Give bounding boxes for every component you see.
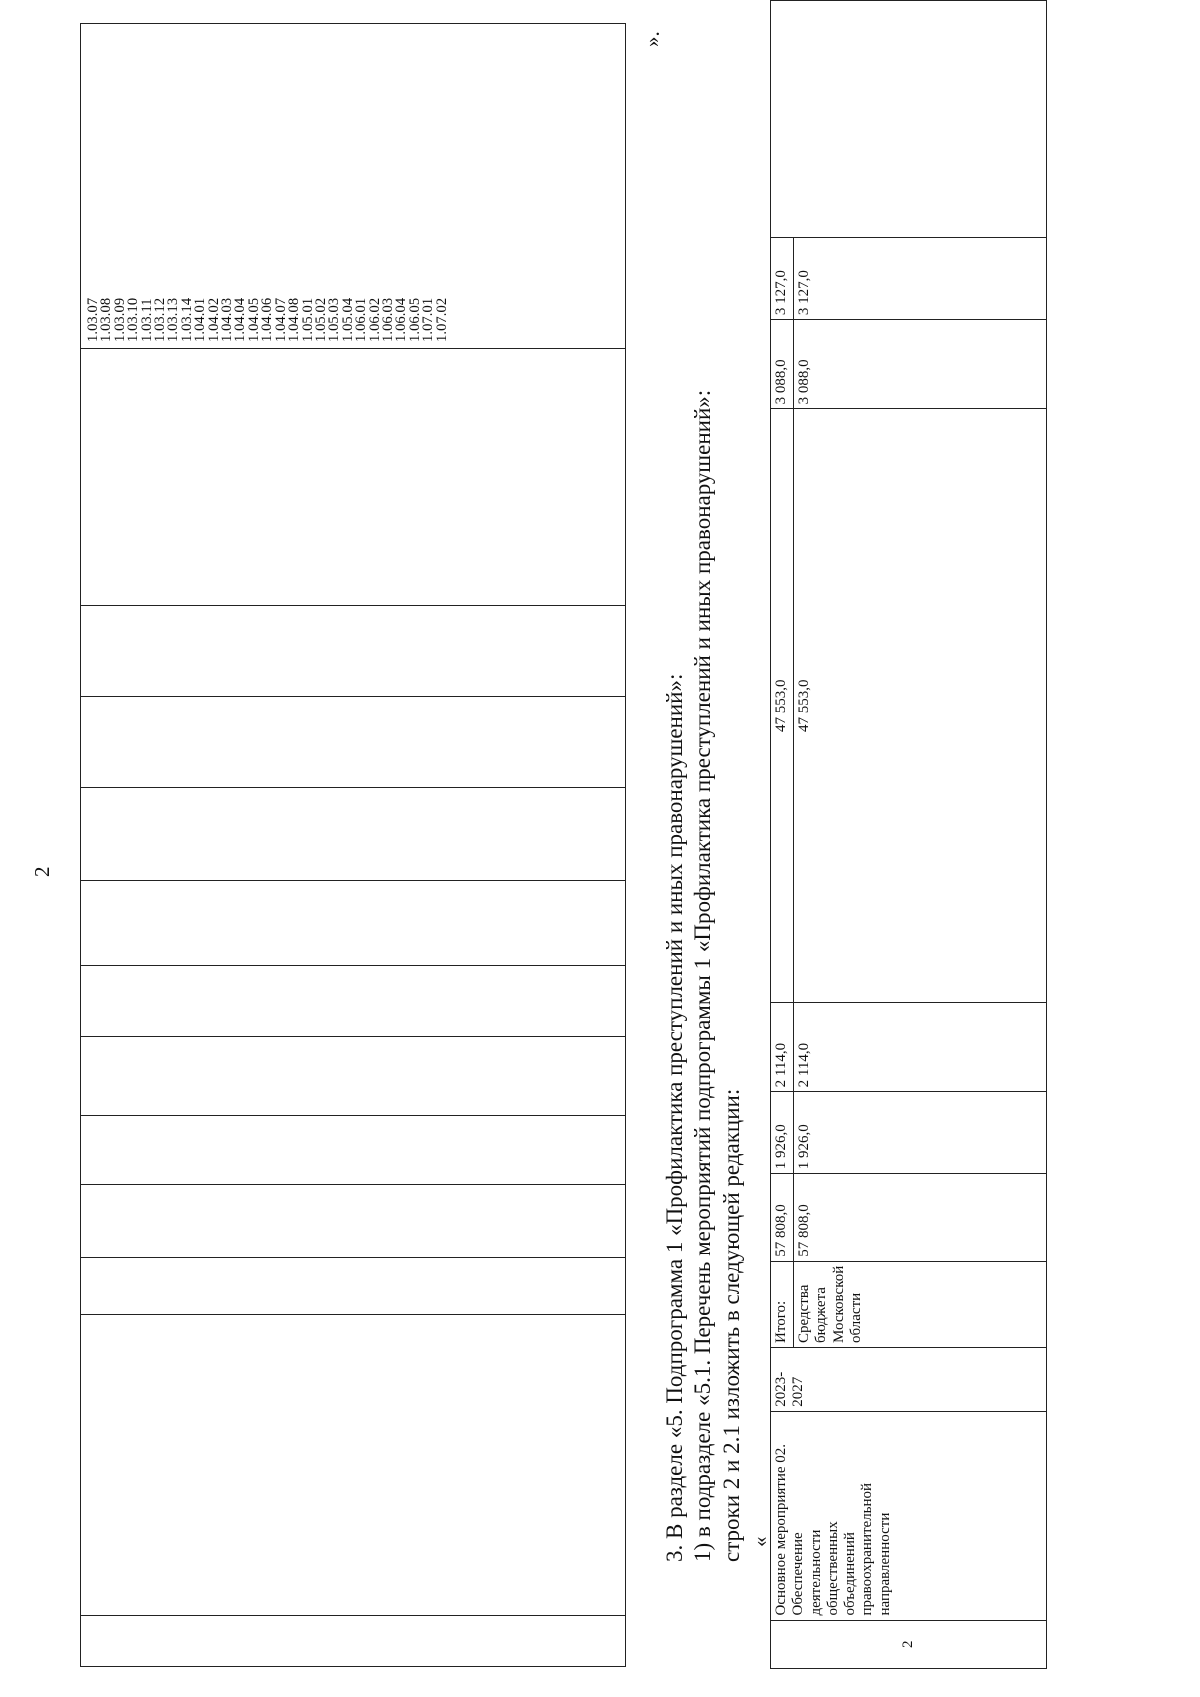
code-item: 1.03.11 <box>138 298 155 342</box>
year-value: 3 088,0 <box>771 320 794 409</box>
table-cell <box>81 697 626 788</box>
upper-table <box>80 23 626 1667</box>
code-item: 1.03.10 <box>125 297 142 342</box>
year-value: 47 553,0 <box>794 409 1047 1003</box>
table-cell <box>81 1037 626 1116</box>
codes-cell <box>81 24 626 349</box>
code-item: 1.04.05 <box>245 297 262 342</box>
table-cell <box>81 606 626 697</box>
total-value: 57 808,0 <box>771 1174 794 1261</box>
code-item: 1.03.08 <box>98 297 115 342</box>
event-title: Основное мероприятие 02. <box>773 1443 789 1616</box>
empty-cell <box>771 1 1047 238</box>
closing-quote: ». <box>640 31 664 47</box>
table-cell <box>81 349 626 606</box>
year-value: 3 088,0 <box>794 320 1047 409</box>
code-item: 1.03.14 <box>178 297 195 342</box>
table-row <box>81 24 626 1667</box>
code-item: 1.03.12 <box>152 297 169 342</box>
code-item: 1.04.03 <box>219 297 236 342</box>
events-table <box>770 0 1047 1669</box>
year-value: 3 127,0 <box>794 238 1047 320</box>
code-item: 1.05.03 <box>326 297 343 342</box>
event-cell <box>771 1411 1047 1620</box>
source-budget: Средства бюджета Московской области <box>794 1261 1047 1347</box>
total-value: 57 808,0 <box>794 1174 1047 1261</box>
table-cell <box>81 1185 626 1258</box>
table-cell <box>81 788 626 881</box>
year-value: 3 127,0 <box>771 238 794 320</box>
code-item: 1.04.07 <box>272 297 289 342</box>
table-row <box>771 1 794 1669</box>
code-item: 1.07.02 <box>433 297 450 342</box>
paragraph-3: строки 2 и 2.1 изложить в следующей редакции: <box>719 1088 744 1562</box>
code-item: 1.04.02 <box>205 297 222 342</box>
year-value: 2 114,0 <box>794 1003 1047 1092</box>
table-cell <box>81 1616 626 1667</box>
code-item: 1.04.01 <box>192 297 209 342</box>
year-value: 47 553,0 <box>771 409 794 1003</box>
code-item: 1.06.01 <box>353 297 370 342</box>
event-description: Обеспечение деятельности общественных объединений правоохранительной направленности <box>790 1482 893 1616</box>
period-text: 2023-2027 <box>773 1371 807 1407</box>
code-item: 1.04.04 <box>232 297 249 342</box>
year-value: 2 114,0 <box>771 1003 794 1092</box>
code-item: 1.05.02 <box>312 297 329 342</box>
code-item: 1.05.01 <box>299 297 316 342</box>
table-cell <box>81 1315 626 1616</box>
table-cell <box>81 1258 626 1315</box>
code-item: 1.04.06 <box>259 297 276 342</box>
table-cell <box>81 881 626 966</box>
code-item: 1.05.04 <box>339 297 356 342</box>
paragraph-2: 1) в подразделе «5.1. Перечень мероприятий подпрограммы 1 «Профилактика преступлений и иных правонарушений»: <box>690 389 715 1562</box>
paragraph-1: 3. В разделе «5. Подпрограмма 1 «Профилактика преступлений и иных правонарушений»: <box>662 673 687 1562</box>
row-number: 2 <box>771 1620 1047 1668</box>
table-cell <box>81 966 626 1037</box>
page-number: 2 <box>30 866 54 877</box>
code-item: 1.03.07 <box>85 297 101 342</box>
year-value: 1 926,0 <box>771 1092 794 1174</box>
code-item: 1.03.13 <box>165 297 182 342</box>
code-item: 1.06.03 <box>379 297 396 342</box>
code-item: 1.06.04 <box>393 297 410 342</box>
code-item: 1.04.08 <box>286 297 303 342</box>
code-item: 1.06.05 <box>406 297 423 342</box>
table-cell <box>81 1116 626 1185</box>
period-cell <box>771 1347 1047 1411</box>
code-item: 1.07.01 <box>420 297 437 342</box>
code-item: 1.03.09 <box>111 297 128 342</box>
code-item: 1.06.02 <box>366 297 383 342</box>
year-value: 1 926,0 <box>794 1092 1047 1174</box>
opening-quote: « <box>748 1536 772 1547</box>
source-total: Итого: <box>771 1261 794 1347</box>
